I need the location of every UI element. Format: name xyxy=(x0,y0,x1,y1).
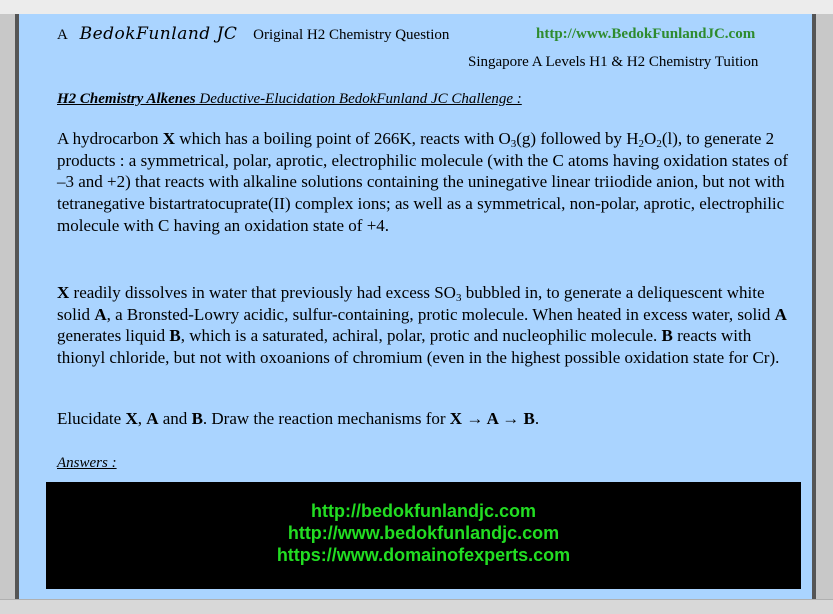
bottom-bar xyxy=(0,599,833,614)
p2-text: generates liquid xyxy=(57,326,170,346)
top-border xyxy=(0,0,833,14)
question-paragraph-2 xyxy=(57,282,797,369)
header-subtitle: Singapore A Levels H1 & H2 Chemistry Tuition xyxy=(468,54,759,70)
left-page-edge xyxy=(0,14,19,599)
compound-x: X xyxy=(162,129,176,148)
challenge-heading xyxy=(57,91,522,108)
p3-text: . xyxy=(534,409,540,428)
p2-text: , which is a saturated, achiral, polar, protic and nucleophilic molecule. xyxy=(180,326,662,346)
p3-text: , xyxy=(137,409,147,428)
challenge-heading-bold: H2 Chemistry Alkenes xyxy=(57,91,196,107)
p2-text: reacts with thionyl chloride, but not with oxoanions of chromium (even in the highest possible oxidation state for Cr). xyxy=(57,326,780,368)
p2-text: bubbled in, to generate a deliquescent white solid xyxy=(57,283,765,324)
compound-a: A xyxy=(774,304,787,324)
header-title: Original H2 Chemistry Question xyxy=(253,27,450,43)
link-bedokfunlandjc[interactable]: http://bedokfunlandjc.com xyxy=(311,501,536,521)
right-page-edge xyxy=(812,14,833,599)
subscript: 2 xyxy=(656,138,662,150)
p3-text: . Draw the reaction mechanisms for xyxy=(202,409,450,428)
compound-a: A xyxy=(486,409,498,428)
link-domainofexperts[interactable]: https://www.domainofexperts.com xyxy=(276,545,571,565)
subscript: 3 xyxy=(455,292,462,304)
p1-text: (g) followed by H xyxy=(516,129,639,148)
reaction-arrow-icon: → xyxy=(497,409,524,428)
compound-b: B xyxy=(191,409,203,428)
answers-label: Answers : xyxy=(57,455,117,471)
subscript: 3 xyxy=(510,138,517,150)
header-title-line xyxy=(57,24,449,44)
p1-text: (l), to generate 2 products : a symmetrical, polar, aprotic, electrophilic molecule (with the C atoms having oxidation states of –3 and +2) that reacts with alkaline solutions containing the uninegative linear triiodide anion, but not with tetranegative bistartratocuprate(II) complex ions; as well as a symmetrical, non-polar, aprotic, electrophilic molecule with C having an oxidation state of +4. xyxy=(57,129,789,235)
compound-b: B xyxy=(169,326,181,346)
p2-text: readily dissolves in water that previously had excess SO xyxy=(69,283,456,302)
compound-b: B xyxy=(523,409,535,428)
answers-box xyxy=(46,482,801,589)
challenge-heading-rest: Deductive-Elucidation BedokFunland JC Challenge : xyxy=(195,91,522,107)
bedokfunland-logo: BedokFunland JC xyxy=(79,24,238,44)
reaction-arrow-icon: → xyxy=(462,409,487,428)
question-paragraph-1 xyxy=(57,128,797,237)
compound-a: A xyxy=(94,304,107,324)
p1-text: A hydrocarbon xyxy=(57,129,163,148)
header-prefix: A xyxy=(57,27,68,43)
compound-x: X xyxy=(125,409,138,428)
p1-text: O xyxy=(644,129,657,148)
compound-x: X xyxy=(57,283,70,302)
subscript: 2 xyxy=(638,138,645,150)
p3-text: Elucidate xyxy=(57,409,126,428)
header-url-link[interactable]: http://www.BedokFunlandJC.com xyxy=(536,26,756,42)
question-paragraph-3 xyxy=(57,408,797,430)
compound-b: B xyxy=(661,326,673,346)
document-page xyxy=(19,14,812,599)
p3-text: and xyxy=(158,409,192,428)
p1-text: which has a boiling point of 266K, reacts with O xyxy=(175,129,511,148)
link-www-bedokfunlandjc[interactable]: http://www.bedokfunlandjc.com xyxy=(287,523,560,543)
compound-a: A xyxy=(146,409,159,428)
compound-x: X xyxy=(449,409,463,428)
p2-text: , a Bronsted-Lowry acidic, sulfur-containing, protic molecule. When heated in excess water, solid xyxy=(106,304,775,324)
